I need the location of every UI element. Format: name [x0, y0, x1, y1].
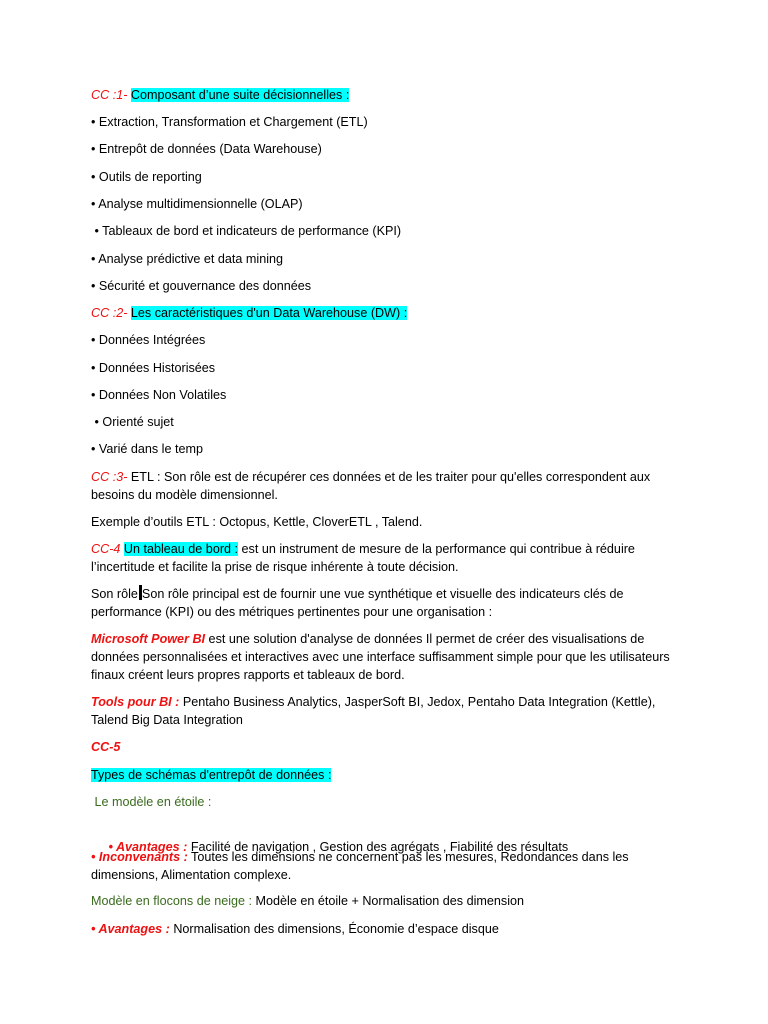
- section4-role-prefix: Son rôle: [91, 587, 138, 601]
- snowflake-advantages-text: Normalisation des dimensions, Économie d’espace disque: [169, 922, 499, 936]
- section4-paragraph: [91, 540, 671, 576]
- section3-paragraph: [91, 468, 671, 504]
- tools-paragraph: [91, 693, 671, 729]
- snowflake-model: [91, 892, 524, 910]
- section2-item: • Données Non Volatiles: [91, 388, 227, 402]
- section5-title: Types de schémas d'entrepôt de données :: [91, 768, 332, 782]
- section1-item: • Entrepôt de données (Data Warehouse): [91, 142, 322, 156]
- section1-item: • Tableaux de bord et indicateurs de performance (KPI): [91, 224, 402, 238]
- star-inconvenients-text: Toutes les dimensions ne concernent pas les mesures, Redondances dans les dimensions, Alimentation complexe.: [91, 850, 629, 882]
- star-inconvenients: [91, 848, 671, 884]
- section4-role-paragraph: [91, 585, 671, 621]
- section1-heading: [91, 86, 349, 104]
- section4-title: Un tableau de bord :: [123, 542, 239, 556]
- section5-label: CC-5: [91, 740, 121, 754]
- snowflake-advantages: [91, 920, 499, 938]
- section4-text: est un instrument de mesure de la performance qui contribue à réduire l’incertitude et facilite la prise de risque inhérente à toute décision.: [91, 542, 635, 574]
- section4-role-text: Son rôle principal est de fournir une vue synthétique et visuelle des indicateurs clés de performance (KPI) ou des métriques pertinentes pour une organisation :: [91, 587, 624, 619]
- section2-title: Les caractéristiques d'un Data Warehouse (DW) :: [130, 306, 408, 320]
- section5-label-line: [91, 738, 120, 756]
- star-inconvenients-label: • Inconvenants :: [91, 850, 188, 864]
- powerbi-text: est une solution d'analyse de données Il permet de créer des visualisations de données personnalisées et interactives avec une interface suffisamment simple pour que les utilisateurs finaux créent leurs propres rapports et tableaux de bord.: [91, 632, 670, 682]
- powerbi-paragraph: [91, 630, 671, 684]
- section5-heading: [91, 766, 331, 784]
- section1-item: • Outils de reporting: [91, 170, 202, 184]
- powerbi-label: Microsoft Power BI: [91, 632, 206, 646]
- tools-text: Pentaho Business Analytics, JasperSoft BI, Jedox, Pentaho Data Integration (Kettle), Talend Big Data Integration: [91, 695, 656, 727]
- snowflake-advantages-label: • Avantages :: [91, 922, 170, 936]
- star-advantages-label: • Avantages :: [105, 840, 188, 854]
- section1-title: Composant d’une suite décisionnelles :: [130, 88, 350, 102]
- section2-item: • Données Historisées: [91, 361, 216, 375]
- section1-item: • Sécurité et gouvernance des données: [91, 279, 312, 293]
- section2-heading: [91, 304, 407, 322]
- star-advantages-text: Facilité de navigation , Gestion des agrégats , Fiabilité des résultats: [187, 840, 569, 854]
- section2-label: CC :2-: [91, 306, 128, 320]
- snowflake-model-text: Modèle en étoile + Normalisation des dimension: [252, 894, 525, 908]
- star-model-title: Le modèle en étoile :: [91, 795, 212, 809]
- section3-label: CC :3-: [91, 470, 128, 484]
- snowflake-model-title: Modèle en flocons de neige :: [91, 894, 253, 908]
- section4-label: CC-4: [91, 542, 121, 556]
- section1-item: • Extraction, Transformation et Chargement (ETL): [91, 115, 368, 129]
- section1-item: • Analyse multidimensionnelle (OLAP): [91, 197, 303, 211]
- section1-label: CC :1-: [91, 88, 128, 102]
- section2-item: • Varié dans le temp: [91, 442, 203, 456]
- section3-text: ETL : Son rôle est de récupérer ces données et de les traiter pour qu'elles correspondent aux besoins du modèle dimensionnel.: [91, 470, 651, 502]
- tools-label: Tools pour BI :: [91, 695, 180, 709]
- section2-item: • Données Intégrées: [91, 333, 206, 347]
- section3-example: Exemple d’outils ETL : Octopus, Kettle, CloverETL , Talend.: [91, 515, 423, 529]
- section1-item: • Analyse prédictive et data mining: [91, 252, 284, 266]
- section2-item: • Orienté sujet: [91, 415, 174, 429]
